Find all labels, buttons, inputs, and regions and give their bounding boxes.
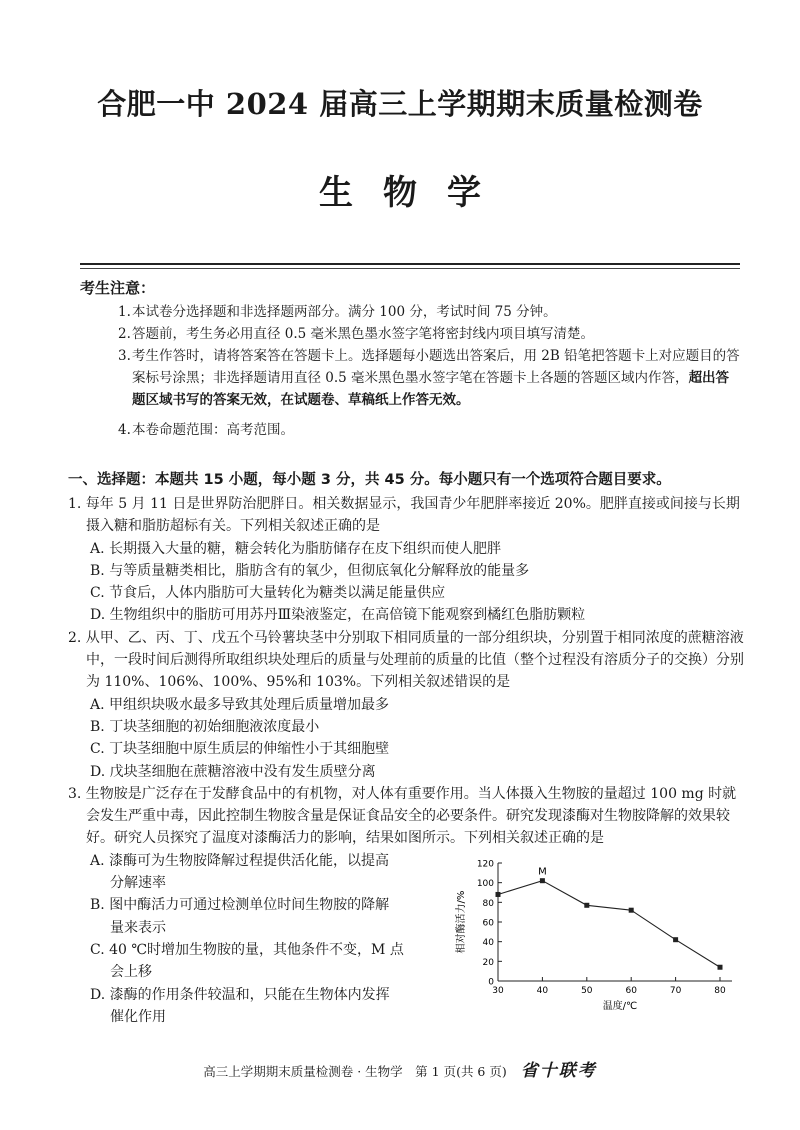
- notice-num: 1.: [118, 304, 131, 320]
- enzyme-activity-chart: [450, 855, 740, 1015]
- option-line: 会上移: [110, 964, 152, 981]
- notice-list: [80, 301, 740, 441]
- data-point: [584, 903, 589, 908]
- option-line: B. 图中酶活力可通过检测单位时间生物胺的降解: [90, 897, 390, 914]
- notice-num: 3.: [118, 348, 131, 364]
- notice-text: 考生作答时，请将答案答在答题卡上。选择题每小题选出答案后，用 2B 铅笔把答题卡上对应题目的答案标号涂黑；非选择题请用直径 0.5 毫米黑色墨水签字笔在答题卡上各题的答题区域内作答，: [132, 348, 740, 386]
- series-line: [498, 881, 720, 968]
- option-line: D. 漆酶的作用条件较温和，只能在生物体内发挥: [90, 986, 390, 1003]
- divider: [80, 268, 740, 269]
- data-point: [496, 892, 501, 897]
- y-tick-label: 80: [482, 898, 494, 909]
- question-stem: 2. 从甲、乙、丙、丁、戊五个马铃薯块茎中分别取下相同质量的一部分组织块，分别置于相同浓度的蔗糖溶液中，一段时间后测得所取组织块处理后的质量与处理前的质量的比值（整个过程没有溶质分子的交换）分别为 110%、106%、100%、95%和 103%。下列相关叙述错误的是: [68, 629, 744, 691]
- option-c: C. 丁块茎细胞中原生质层的伸缩性小于其细胞壁: [90, 741, 390, 758]
- data-point: [540, 878, 545, 883]
- question-stem: 3. 生物胺是广泛存在于发酵食品中的有机物，对人体有重要作用。当人体摄入生物胺的量超过 100 mg 时就会发生严重中毒，因此控制生物胺含量是保证食品安全的必要条件。研究发现漆酶对生物胺降解的效果较好。研究人员探究了温度对漆酶活力的影响，结果如图所示。下列相关叙述正确的是: [68, 785, 737, 847]
- notice-text: 答题前，考生务必用直径 0.5 毫米黑色墨水签字笔将密封线内项目填写清楚。: [132, 326, 595, 342]
- notice-item: [80, 419, 740, 441]
- notice-text: 本试卷分选择题和非选择题两部分。满分 100 分，考试时间 75 分钟。: [132, 304, 557, 320]
- option-line: C. 40 ℃时增加生物胺的量，其他条件不变，M 点: [90, 941, 404, 958]
- notice-item: [80, 345, 740, 411]
- notice-emphasis: 超出答题区域书写的答案无效，在试题卷、草稿纸上作答无效。: [132, 370, 730, 408]
- notice-heading: 考生注意：: [80, 279, 156, 297]
- option-b: [68, 894, 460, 939]
- option-line: 催化作用: [110, 1008, 166, 1025]
- option-d: D. 戊块茎细胞在蔗糖溶液中没有发生质壁分离: [90, 763, 376, 780]
- point-label-m: M: [538, 866, 547, 878]
- divider: [80, 263, 740, 265]
- notice-item: [80, 323, 740, 345]
- x-tick-label: 60: [625, 986, 637, 996]
- option-line: 分解速率: [110, 875, 166, 892]
- x-axis-label: 温度/℃: [602, 1001, 638, 1012]
- notice-text-block: [118, 345, 740, 411]
- exam-title: 合肥一中 2024 届高三上学期期末质量检测卷: [97, 87, 703, 121]
- x-tick-label: 30: [492, 986, 504, 996]
- y-tick-label: 100: [476, 879, 494, 890]
- question-2: [68, 627, 748, 783]
- notice-num: 4.: [118, 422, 131, 438]
- y-tick-label: 120: [476, 859, 494, 870]
- option-c: C. 节食后，人体内脂肪可大量转化为糖类以满足能量供应: [90, 585, 446, 602]
- option-line: 量来表示: [110, 919, 166, 936]
- subject-title: 生物学: [319, 173, 511, 213]
- option-d: [68, 984, 460, 1029]
- chart-svg: [450, 855, 740, 1015]
- y-tick-label: 40: [482, 938, 494, 949]
- notice-text: 本卷命题范围：高考范围。: [132, 422, 294, 438]
- question-1: [68, 493, 748, 627]
- option-b: B. 与等质量糖类相比，脂肪含有的氧少，但彻底氧化分解释放的能量多: [90, 562, 530, 579]
- question-stem: 1. 每年 5 月 11 日是世界防治肥胖日。相关数据显示，我国青少年肥胖率接近 20%。肥胖直接或间接与长期摄入糖和脂肪超标有关。下列相关叙述正确的是: [68, 496, 740, 535]
- x-tick-label: 70: [669, 986, 682, 996]
- footer-text: 高三上学期期末质量检测卷 · 生物学 第 1 页(共 6 页): [203, 1064, 507, 1079]
- option-c: [68, 939, 460, 984]
- x-tick-label: 40: [536, 986, 549, 996]
- option-a: [68, 850, 460, 895]
- data-point: [718, 965, 723, 970]
- option-a: A. 长期摄入大量的糖，糖会转化为脂肪储存在皮下组织而使人肥胖: [90, 540, 502, 557]
- option-a: A. 甲组织块吸水最多导致其处理后质量增加最多: [90, 696, 390, 713]
- y-tick-label: 20: [482, 957, 494, 968]
- option-d: D. 生物组织中的脂肪可用苏丹Ⅲ染液鉴定，在高倍镜下能观察到橘红色脂肪颗粒: [90, 607, 586, 624]
- page-footer: [0, 1056, 800, 1081]
- publisher-stamp: 省十联考: [520, 1061, 597, 1081]
- y-axis-label: 相对酶活力/%: [456, 890, 467, 954]
- y-tick-label: 0: [488, 977, 494, 988]
- notice-item: [80, 301, 740, 323]
- notice-num: 2.: [118, 326, 131, 342]
- y-tick-label: 60: [482, 918, 494, 929]
- data-point: [629, 908, 634, 913]
- option-line: A. 漆酶可为生物胺降解过程提供活化能，以提高: [90, 852, 390, 869]
- x-tick-label: 50: [581, 986, 593, 996]
- section-heading: 一、选择题：本题共 15 小题，每小题 3 分，共 45 分。每小题只有一个选项符合题目要求。: [68, 472, 671, 488]
- x-tick-label: 80: [714, 986, 726, 996]
- option-b: B. 丁块茎细胞的初始细胞液浓度最小: [90, 718, 320, 735]
- data-point: [673, 937, 678, 942]
